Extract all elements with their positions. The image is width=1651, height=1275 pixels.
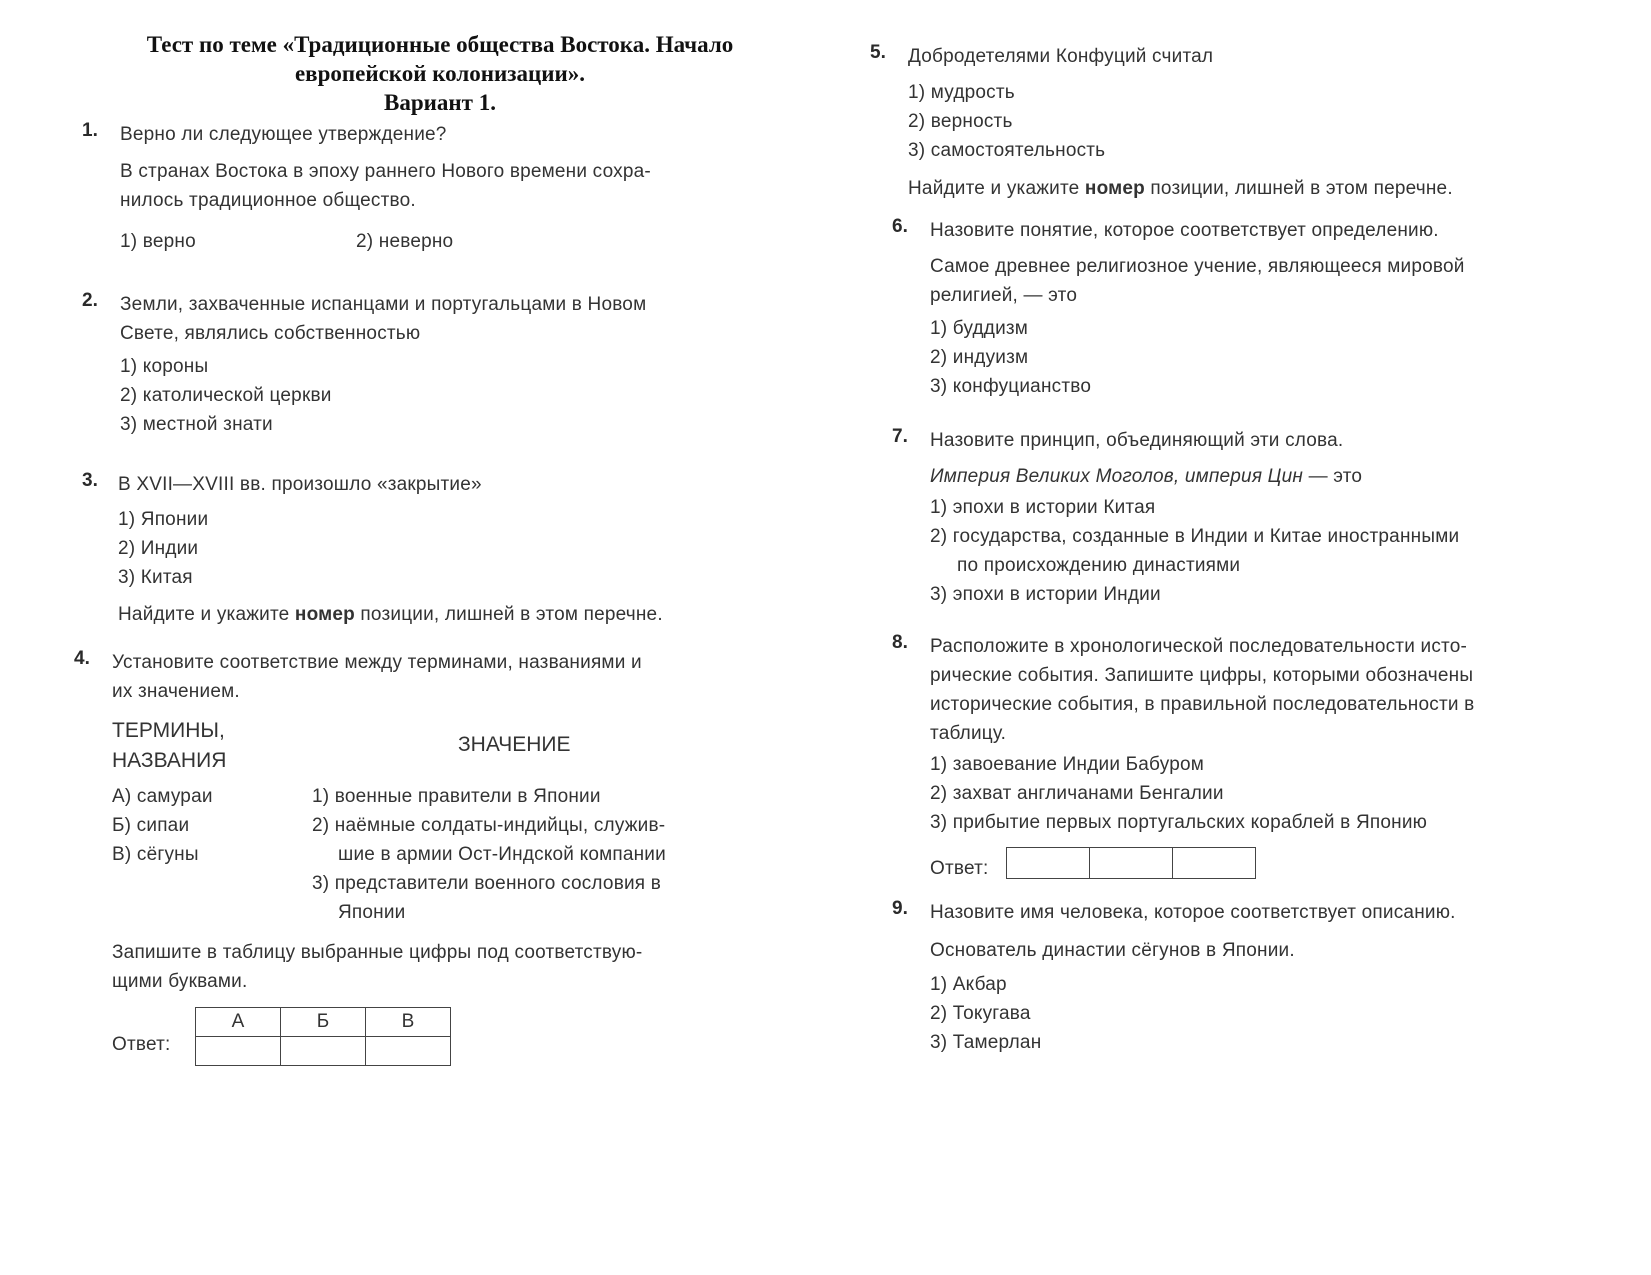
question-4-meaning-header: ЗНАЧЕНИЕ	[458, 733, 571, 756]
question-4-text-line-1: Установите соответствие между терминами, названиями и	[112, 652, 642, 673]
question-7-option-2-line-1[interactable]: 2) государства, созданные в Индии и Китае иностранными	[930, 526, 1460, 547]
question-6-number: 6.	[892, 216, 908, 237]
question-6-definition-line-2: религией, — это	[930, 285, 1078, 306]
answer-cell-3[interactable]	[1173, 848, 1256, 879]
title-line-2: европейской колонизации».	[294, 61, 586, 86]
meaning-2-line-2: шие в армии Ост-Индской компании	[338, 844, 666, 865]
question-9-option-2[interactable]: 2) Токугава	[930, 1003, 1031, 1024]
meaning-1: 1) военные правители в Японии	[312, 786, 601, 807]
meaning-2-line-1: 2) наёмные солдаты-индийцы, служив-	[312, 815, 666, 836]
question-2-number: 2.	[82, 290, 98, 311]
answer-cell-1[interactable]	[1007, 848, 1090, 879]
question-8-option-3: 3) прибытие первых португальских кораблей в Японию	[930, 812, 1428, 833]
meaning-3-line-2: Японии	[338, 902, 406, 923]
question-8-options	[930, 750, 1427, 837]
question-4-answer-label: Ответ:	[112, 1034, 171, 1055]
question-7-options	[930, 493, 1555, 609]
title-line-1: Тест по теме «Традиционные общества Востока. Начало	[146, 32, 734, 57]
question-6-option-2[interactable]: 2) индуизм	[930, 347, 1029, 368]
terms-header-line-2: НАЗВАНИЯ	[112, 749, 227, 772]
question-4-instruction-line-2: щими буквами.	[112, 971, 248, 992]
question-4-instruction	[112, 938, 742, 996]
question-1-text: Верно ли следующее утверждение?	[120, 124, 447, 145]
answer-cell-a[interactable]	[196, 1037, 281, 1066]
term-a: А) самураи	[112, 786, 213, 807]
question-7-option-1[interactable]: 1) эпохи в истории Китая	[930, 497, 1156, 518]
question-8-answer-table	[1006, 847, 1256, 879]
question-4-answer-table	[195, 1007, 451, 1066]
question-1-option-1[interactable]: 1) верно	[120, 231, 196, 252]
term-b: Б) сипаи	[112, 815, 190, 836]
question-9-description: Основатель династии сёгунов в Японии.	[930, 940, 1295, 961]
meaning-3-line-1: 3) представители военного сословия в	[312, 873, 662, 894]
question-1-statement-line-2: нилось традиционное общество.	[120, 190, 416, 211]
question-7-option-2-line-2[interactable]: по происхождению династиями	[957, 555, 1241, 576]
answer-cell-b[interactable]	[281, 1037, 366, 1066]
question-8-text-line-4: таблицу.	[930, 723, 1007, 744]
question-3-options	[118, 505, 208, 592]
question-6-option-3[interactable]: 3) конфуцианство	[930, 376, 1092, 397]
question-2-text	[120, 290, 740, 348]
question-2-options	[120, 352, 332, 439]
answer-header-b: Б	[281, 1008, 366, 1037]
question-3-option-3[interactable]: 3) Китая	[118, 567, 193, 588]
answer-header-a: А	[196, 1008, 281, 1037]
question-3-text: В XVII—XVIII вв. произошло «закрытие»	[118, 474, 482, 495]
question-6-definition	[930, 252, 1545, 310]
question-8-text-line-3: исторические события, в правильной последовательности в	[930, 694, 1475, 715]
question-5-option-3[interactable]: 3) самостоятельность	[908, 140, 1106, 161]
question-6-definition-line-1: Самое древнее религиозное учение, являющееся мировой	[930, 256, 1465, 277]
answer-cell-2[interactable]	[1090, 848, 1173, 879]
question-9-number: 9.	[892, 898, 908, 919]
question-2-option-1[interactable]: 1) короны	[120, 356, 209, 377]
question-3-instruction-bold: номер	[294, 604, 355, 625]
question-5-number: 5.	[870, 42, 886, 63]
question-3-option-1[interactable]: 1) Японии	[118, 509, 209, 530]
question-7-words: Империя Великих Моголов, империя Цин — это	[930, 466, 1363, 487]
question-2-text-line-1: Земли, захваченные испанцами и португальцами в Новом	[120, 294, 647, 315]
question-7-text: Назовите принцип, объединяющий эти слова.	[930, 430, 1344, 451]
question-8-answer-label: Ответ:	[930, 858, 989, 879]
term-c: В) сёгуны	[112, 844, 199, 865]
question-5-instruction: Найдите и укажите номер позиции, лишней в этом перечне.	[908, 178, 1453, 199]
question-4-text	[112, 648, 740, 706]
question-9-option-1[interactable]: 1) Акбар	[930, 974, 1007, 995]
question-4-terms	[112, 782, 213, 869]
question-1-number: 1.	[82, 120, 98, 141]
question-4-text-line-2: их значением.	[112, 681, 240, 702]
title-line-3: Вариант 1.	[384, 90, 496, 115]
question-4-terms-header	[112, 716, 226, 776]
question-2-option-2[interactable]: 2) католической церкви	[120, 385, 332, 406]
question-8-option-1: 1) завоевание Индии Бабуром	[930, 754, 1204, 775]
question-5-option-2[interactable]: 2) верность	[908, 111, 1013, 132]
question-6-text: Назовите понятие, которое соответствует определению.	[930, 220, 1439, 241]
question-5-text: Добродетелями Конфуций считал	[908, 46, 1214, 67]
question-5-option-1[interactable]: 1) мудрость	[908, 82, 1015, 103]
question-3-instruction: Найдите и укажите номер позиции, лишней в этом перечне.	[118, 604, 663, 625]
question-3-option-2[interactable]: 2) Индии	[118, 538, 199, 559]
question-4-meanings	[312, 782, 742, 927]
question-7-number: 7.	[892, 426, 908, 447]
question-7-option-3[interactable]: 3) эпохи в истории Индии	[930, 584, 1161, 605]
question-9-options	[930, 970, 1041, 1057]
question-8-number: 8.	[892, 632, 908, 653]
question-8-text-line-1: Расположите в хронологической последовательности исто-	[930, 636, 1468, 657]
question-6-option-1[interactable]: 1) буддизм	[930, 318, 1029, 339]
question-1-option-2[interactable]: 2) неверно	[356, 231, 454, 252]
question-5-options	[908, 78, 1105, 165]
page-title	[80, 30, 800, 117]
terms-header-line-1: ТЕРМИНЫ,	[112, 719, 225, 742]
question-7-words-italic: Империя Великих Моголов, империя Цин	[930, 466, 1304, 487]
question-2-option-3[interactable]: 3) местной знати	[120, 414, 273, 435]
question-1-statement	[120, 157, 740, 215]
question-4-instruction-line-1: Запишите в таблицу выбранные цифры под соответствую-	[112, 942, 643, 963]
question-8-text	[930, 632, 1555, 748]
question-3-number: 3.	[82, 470, 98, 491]
question-8-option-2: 2) захват англичанами Бенгалии	[930, 783, 1224, 804]
question-5-instruction-bold: номер	[1084, 178, 1145, 199]
question-1-statement-line-1: В странах Востока в эпоху раннего Нового времени сохра-	[120, 161, 651, 182]
answer-header-c: В	[366, 1008, 451, 1037]
question-6-options	[930, 314, 1091, 401]
question-4-number: 4.	[74, 648, 90, 669]
question-8-text-line-2: рические события. Запишите цифры, которыми обозначены	[930, 665, 1474, 686]
question-9-text: Назовите имя человека, которое соответствует описанию.	[930, 902, 1456, 923]
question-9-option-3[interactable]: 3) Тамерлан	[930, 1032, 1042, 1053]
answer-cell-c[interactable]	[366, 1037, 451, 1066]
question-2-text-line-2: Свете, являлись собственностью	[120, 323, 421, 344]
